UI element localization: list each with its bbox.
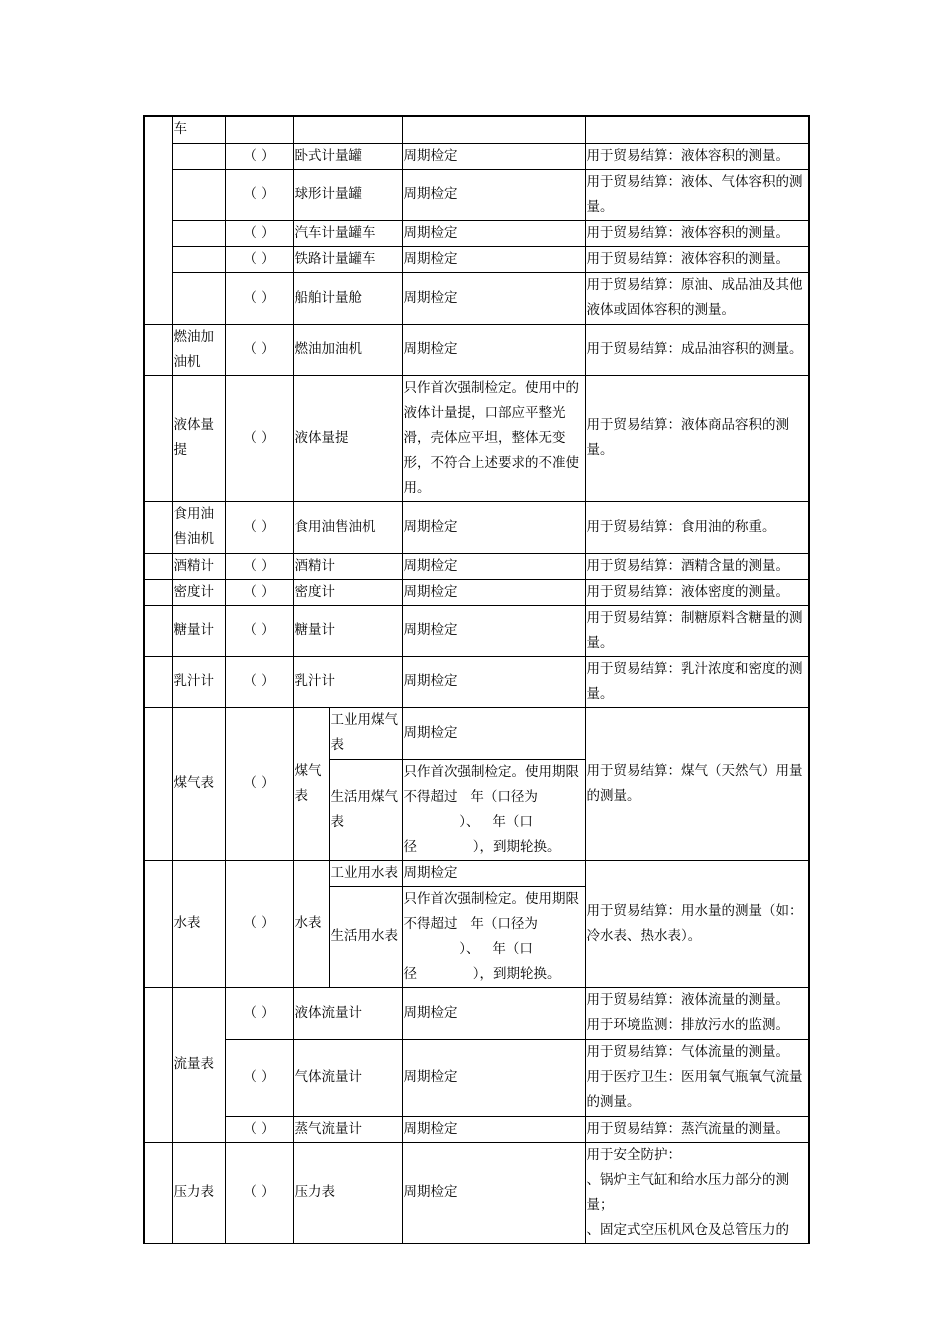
table-row — [144, 1116, 809, 1142]
requirement-cell — [402, 759, 585, 860]
requirement-cell: 周期检定 — [402, 553, 585, 579]
category-cell — [172, 143, 225, 169]
instrument-name-cell: 汽车计量罐车 — [293, 220, 402, 246]
code-cell: （ ） — [225, 656, 293, 707]
requirement-text: 年（口 — [492, 813, 533, 830]
usage-line: 用于贸易结算：液体流量的测量。 — [586, 992, 789, 1008]
category-cell: 流量表 — [172, 987, 225, 1142]
requirement-text: 年（口径为 — [470, 915, 538, 932]
instrument-name-cell: 卧式计量罐 — [293, 143, 402, 169]
usage-cell: 用于贸易结算：液体、气体容积的测量。 — [585, 169, 809, 220]
instrument-name-cell: 压力表 — [293, 1142, 402, 1243]
table-row — [144, 1142, 809, 1243]
verification-catalog-table — [143, 115, 810, 1244]
requirement-text: ）、 — [459, 813, 480, 830]
instrument-name-cell: 燃油加油机 — [293, 324, 402, 375]
category-cell: 糖量计 — [172, 605, 225, 656]
usage-line: 用于安全防护： — [586, 1146, 681, 1163]
blank-cell — [144, 1142, 172, 1243]
instrument-name-cell: 糖量计 — [293, 605, 402, 656]
category-cell: 煤气表 — [172, 707, 225, 860]
requirement-text: 只作首次强制检定。使用期限不得超过 — [403, 763, 579, 805]
requirement-cell: 周期检定 — [402, 987, 585, 1039]
usage-line: 、锅炉主气缸和给水压力部分的测量； — [586, 1171, 789, 1213]
instrument-name-cell: 酒精计 — [293, 553, 402, 579]
table-row — [144, 169, 809, 220]
table-row — [144, 501, 809, 553]
category-cell — [172, 246, 225, 272]
requirement-cell: 周期检定 — [402, 220, 585, 246]
category-cell: 食用油售油机 — [172, 501, 225, 553]
blank-cell — [225, 116, 293, 143]
category-cell: 酒精计 — [172, 553, 225, 579]
requirement-text: 年（口 — [492, 940, 533, 957]
usage-cell — [585, 1039, 809, 1116]
usage-cell: 用于贸易结算：乳汁浓度和密度的测量。 — [585, 656, 809, 707]
code-cell: （ ） — [225, 169, 293, 220]
blank-cell — [144, 553, 172, 579]
blank-cell — [144, 579, 172, 605]
table-row — [144, 656, 809, 707]
requirement-cell: 周期检定 — [402, 1116, 585, 1142]
usage-cell — [585, 1142, 809, 1243]
usage-cell: 用于贸易结算：成品油容积的测量。 — [585, 324, 809, 375]
instrument-name-cell: 密度计 — [293, 579, 402, 605]
instrument-name-cell: 液体流量计 — [293, 987, 402, 1039]
table-row — [144, 605, 809, 656]
requirement-cell: 周期检定 — [402, 501, 585, 553]
code-cell: （ ） — [225, 1039, 293, 1116]
instrument-name-cell: 气体流量计 — [293, 1039, 402, 1116]
usage-cell: 用于贸易结算：液体容积的测量。 — [585, 246, 809, 272]
usage-line: 用于环境监测：排放污水的监测。 — [586, 1017, 789, 1033]
blank-cell — [402, 116, 585, 143]
requirement-text: 只作首次强制检定。使用期限不得超过 — [403, 890, 579, 932]
subtype-cell: 生活用煤气表 — [329, 759, 402, 860]
requirement-cell: 周期检定 — [402, 246, 585, 272]
requirement-text: ）、 — [459, 940, 480, 957]
instrument-name-cell: 水表 — [293, 860, 329, 987]
requirement-cell: 周期检定 — [402, 707, 585, 759]
code-cell: （ ） — [225, 375, 293, 501]
instrument-name-cell: 煤气表 — [293, 707, 329, 860]
usage-cell: 用于贸易结算：液体容积的测量。 — [585, 143, 809, 169]
instrument-name-cell: 船舶计量舱 — [293, 272, 402, 324]
requirement-cell: 周期检定 — [402, 143, 585, 169]
table-row — [144, 324, 809, 375]
usage-line: 、固定式空压机风仓及总管压力的 — [586, 1221, 789, 1238]
requirement-cell: 周期检定 — [402, 324, 585, 375]
subtype-cell: 工业用煤气表 — [329, 707, 402, 759]
code-cell: （ ） — [225, 1142, 293, 1243]
requirement-cell — [402, 886, 585, 987]
blank-cell — [144, 860, 172, 987]
category-cell — [172, 169, 225, 220]
requirement-cell: 周期检定 — [402, 579, 585, 605]
usage-cell: 用于贸易结算：制糖原料含糖量的测量。 — [585, 605, 809, 656]
requirement-cell: 周期检定 — [402, 656, 585, 707]
blank-cell — [144, 656, 172, 707]
requirement-cell: 周期检定 — [402, 1039, 585, 1116]
usage-cell: 用于贸易结算：液体密度的测量。 — [585, 579, 809, 605]
table-row — [144, 579, 809, 605]
requirement-text: 径 — [403, 838, 417, 855]
table-row — [144, 987, 809, 1039]
code-cell: （ ） — [225, 579, 293, 605]
requirement-text: ），到期轮换。 — [472, 838, 561, 855]
usage-cell: 用于贸易结算：蒸汽流量的测量。 — [585, 1116, 809, 1142]
category-cell: 水表 — [172, 860, 225, 987]
category-cell — [172, 220, 225, 246]
subtype-cell: 工业用水表 — [329, 860, 402, 886]
table-row — [144, 860, 809, 886]
requirement-cell: 周期检定 — [402, 1142, 585, 1243]
category-cell: 乳汁计 — [172, 656, 225, 707]
requirement-text: 径 — [403, 965, 417, 982]
requirement-cell: 只作首次强制检定。使用中的液体计量提，口部应平整光滑，壳体应平坦，整体无变形，不符合上述要求的不准使用。 — [402, 375, 585, 501]
category-cell: 燃油加油机 — [172, 324, 225, 375]
requirement-cell: 周期检定 — [402, 605, 585, 656]
code-cell: （ ） — [225, 272, 293, 324]
table-row — [144, 246, 809, 272]
requirement-cell: 周期检定 — [402, 169, 585, 220]
subtype-cell: 生活用水表 — [329, 886, 402, 987]
code-cell: （ ） — [225, 605, 293, 656]
table-row — [144, 116, 809, 143]
blank-cell — [144, 324, 172, 375]
table-row — [144, 143, 809, 169]
code-cell: （ ） — [225, 860, 293, 987]
blank-cell — [144, 116, 172, 324]
blank-cell — [144, 605, 172, 656]
code-cell: （ ） — [225, 987, 293, 1039]
requirement-text: ），到期轮换。 — [472, 965, 561, 982]
code-cell: （ ） — [225, 707, 293, 860]
instrument-name-cell: 蒸气流量计 — [293, 1116, 402, 1142]
usage-cell: 用于贸易结算：原油、成品油及其他液体或固体容积的测量。 — [585, 272, 809, 324]
category-cell: 液体量提 — [172, 375, 225, 501]
usage-line: 用于贸易结算：气体流量的测量。 — [586, 1044, 789, 1060]
blank-cell — [144, 501, 172, 553]
code-cell: （ ） — [225, 501, 293, 553]
usage-cell: 用于贸易结算：液体商品容积的测量。 — [585, 375, 809, 501]
table-row — [144, 553, 809, 579]
blank-cell — [144, 375, 172, 501]
usage-cell: 用于贸易结算：酒精含量的测量。 — [585, 553, 809, 579]
usage-cell: 用于贸易结算：用水量的测量（如：冷水表、热水表）。 — [585, 860, 809, 987]
code-cell: （ ） — [225, 246, 293, 272]
instrument-name-cell: 铁路计量罐车 — [293, 246, 402, 272]
instrument-name-cell: 液体量提 — [293, 375, 402, 501]
blank-cell — [585, 116, 809, 143]
blank-cell — [293, 116, 402, 143]
table-row — [144, 272, 809, 324]
table-row — [144, 220, 809, 246]
table-row — [144, 375, 809, 501]
requirement-cell: 周期检定 — [402, 272, 585, 324]
blank-cell — [144, 987, 172, 1142]
code-cell: （ ） — [225, 324, 293, 375]
code-cell: （ ） — [225, 553, 293, 579]
usage-line: 用于医疗卫生：医用氧气瓶氧气流量的测量。 — [586, 1069, 803, 1110]
usage-cell: 用于贸易结算：煤气（天然气）用量的测量。 — [585, 707, 809, 860]
table-row — [144, 707, 809, 759]
usage-cell: 用于贸易结算：液体容积的测量。 — [585, 220, 809, 246]
blank-cell — [144, 707, 172, 860]
code-cell: （ ） — [225, 220, 293, 246]
usage-cell: 用于贸易结算：食用油的称重。 — [585, 501, 809, 553]
category-cell — [172, 272, 225, 324]
code-cell: （ ） — [225, 1116, 293, 1142]
instrument-name-cell: 球形计量罐 — [293, 169, 402, 220]
usage-cell — [585, 987, 809, 1039]
category-cell: 车 — [172, 116, 225, 143]
instrument-name-cell: 乳汁计 — [293, 656, 402, 707]
category-cell: 密度计 — [172, 579, 225, 605]
category-cell: 压力表 — [172, 1142, 225, 1243]
code-cell: （ ） — [225, 143, 293, 169]
requirement-text: 年（口径为 — [470, 788, 538, 805]
instrument-name-cell: 食用油售油机 — [293, 501, 402, 553]
requirement-cell: 周期检定 — [402, 860, 585, 886]
table-row — [144, 1039, 809, 1116]
